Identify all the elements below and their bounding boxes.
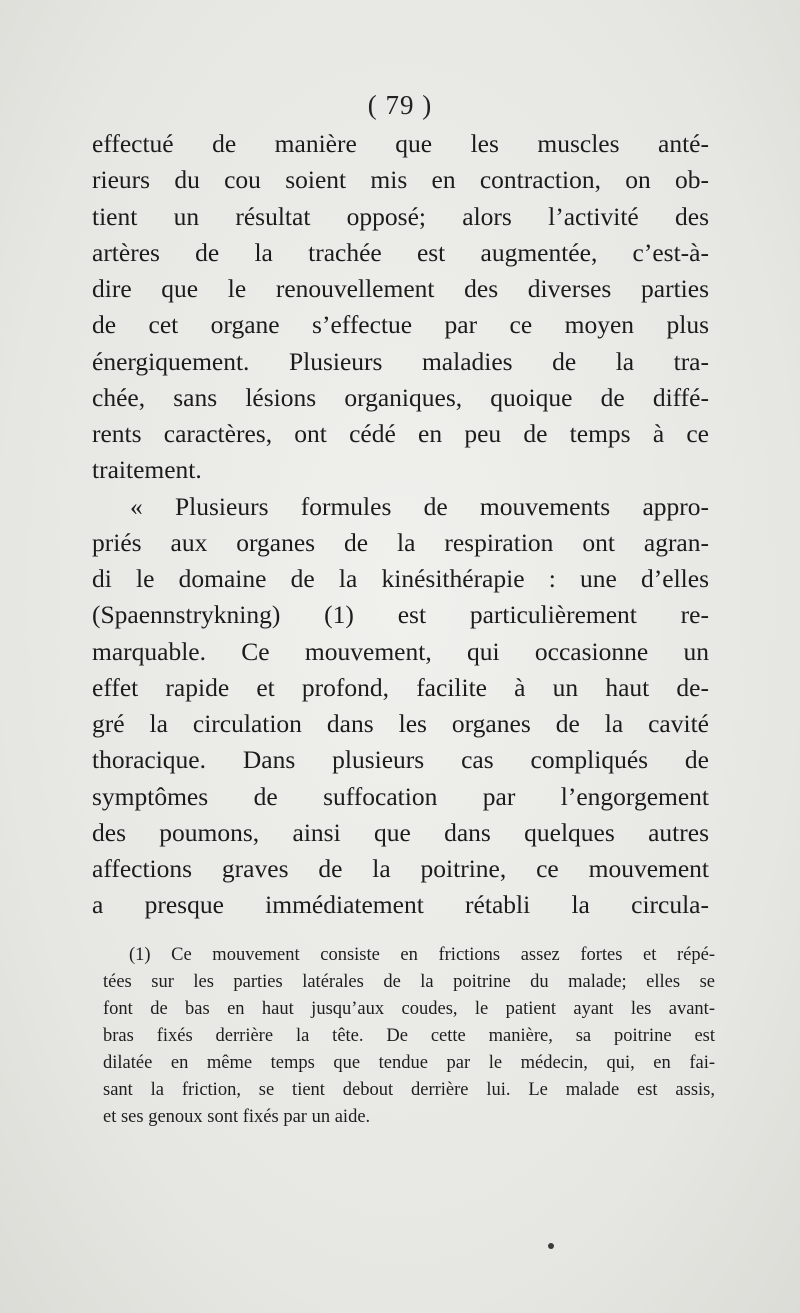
text-line: artères de la trachée est augmentée, c’est-à- bbox=[92, 237, 709, 267]
footnote-line: dilatée en même temps que tendue par le médecin, qui, en fai- bbox=[103, 1053, 715, 1073]
text-line: rieurs du cou soient mis en contraction, on ob- bbox=[92, 165, 709, 195]
text-line: rents caractères, ont cédé en peu de temps à ce bbox=[92, 419, 709, 448]
footnote-line: sant la friction, se tient debout derrière lui. Le malade est assis, bbox=[103, 1080, 715, 1100]
text-line: effectué de manière que les muscles anté- bbox=[92, 129, 709, 158]
text-line: gré la circulation dans les organes de la cavité bbox=[92, 709, 709, 738]
text-line: symptômes de suffocation par l’engorgement bbox=[92, 781, 709, 811]
text-line: traitement. bbox=[92, 455, 202, 485]
text-line: effet rapide et profond, facilite à un haut de- bbox=[92, 672, 709, 702]
footnote-line: font de bas en haut jusqu’aux coudes, le patient ayant les avant- bbox=[103, 999, 715, 1019]
text-line: (Spaennstrykning) (1) est particulièrement re- bbox=[92, 600, 709, 630]
text-line: thoracique. Dans plusieurs cas compliqués de bbox=[92, 745, 709, 775]
footnote-line: tées sur les parties latérales de la poitrine du malade; elles se bbox=[103, 972, 715, 992]
text-line: priés aux organes de la respiration ont agran- bbox=[92, 527, 709, 557]
text-line: de cet organe s’effectue par ce moyen plus bbox=[92, 310, 709, 340]
text-line: affections graves de la poitrine, ce mouvement bbox=[92, 854, 709, 883]
ink-speck bbox=[548, 1243, 554, 1249]
text-line: marquable. Ce mouvement, qui occasionne un bbox=[92, 636, 709, 666]
footnote bbox=[103, 942, 715, 1131]
page-number: ( 79 ) bbox=[367, 90, 433, 120]
text-line: di le domaine de la kinésithérapie : une d’elles bbox=[92, 564, 709, 593]
text-line: tient un résultat opposé; alors l’activité des bbox=[92, 201, 709, 231]
footnote-line: bras fixés derrière la tête. De cette manière, sa poitrine est bbox=[103, 1026, 715, 1046]
text-line: énergiquement. Plusieurs maladies de la tra- bbox=[92, 346, 709, 376]
text-line: « Plusieurs formules de mouvements appro- bbox=[130, 491, 709, 521]
footnote-line: et ses genoux sont fixés par un aide. bbox=[103, 1107, 371, 1127]
text-line: a presque immédiatement rétabli la circula- bbox=[92, 890, 709, 920]
main-text bbox=[92, 126, 709, 924]
text-line: chée, sans lésions organiques, quoique de diffé- bbox=[92, 382, 709, 412]
text-line: des poumons, ainsi que dans quelques autres bbox=[92, 817, 709, 847]
text-line: dire que le renouvellement des diverses parties bbox=[92, 274, 709, 303]
footnote-line: (1) Ce mouvement consiste en frictions assez fortes et répé- bbox=[129, 945, 715, 965]
